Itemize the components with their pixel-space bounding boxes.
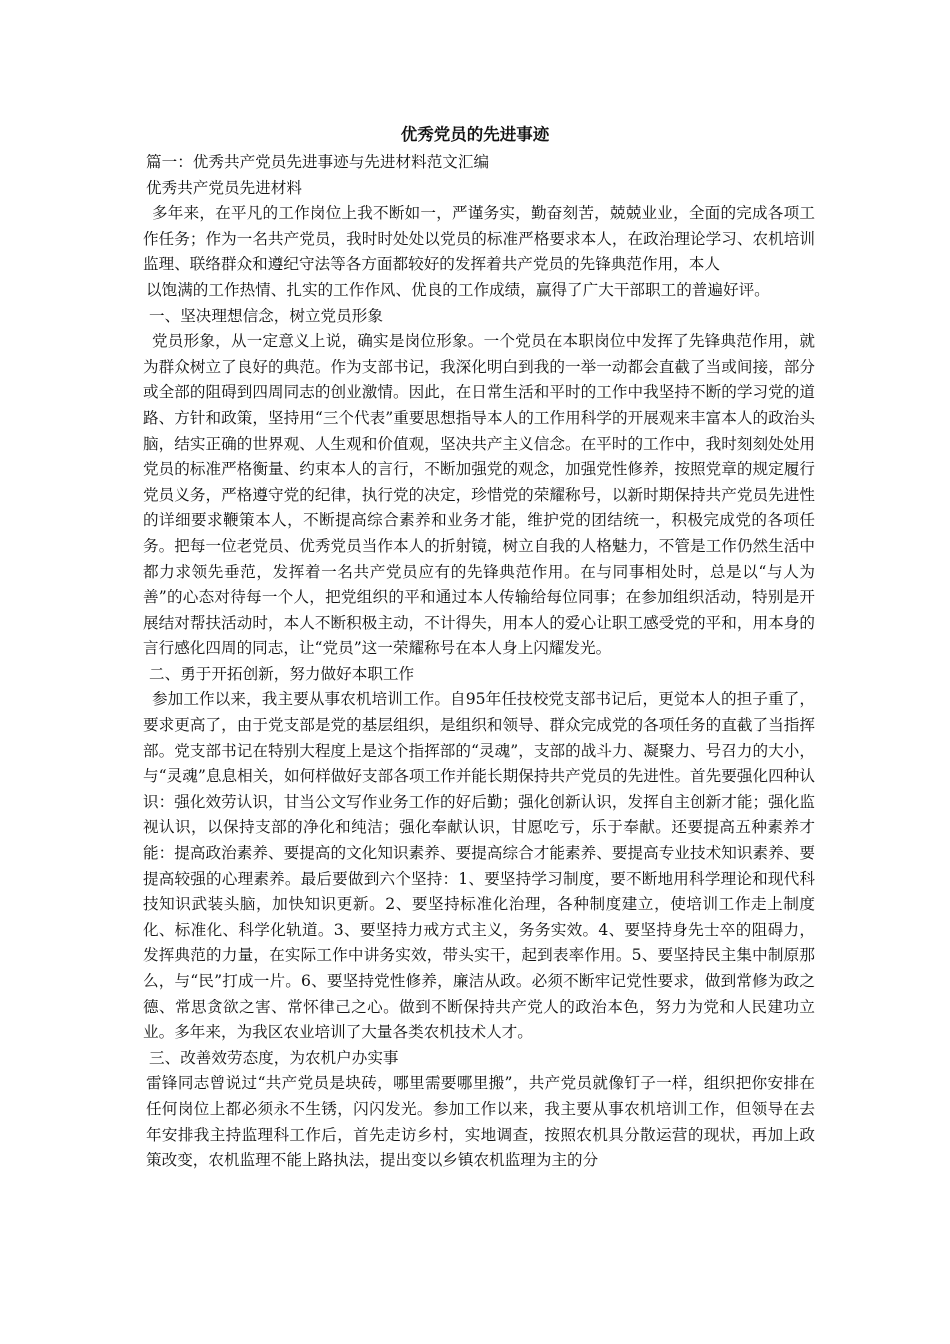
body-paragraph: 以饱满的工作热情、扎实的工作作风、优良的工作成绩，赢得了广大干部职工的普遍好评。 [146, 280, 770, 299]
section-heading: 三、改善效劳态度，为农机户办实事 [149, 1048, 399, 1067]
section-heading: 优秀共产党员先进材料 [146, 178, 302, 197]
body-paragraph: 参加工作以来，我主要从事农机培训工作。自95年任技校党支部书记后，更觉本人的担子重了，要求更高了，由于党支部是党的基层组织，是组织和领导、群众完成党的各项任务的直截了当指挥部。党支部书记在特别大程度上是这个指挥部的“灵魂”，支部的战斗力、凝聚力、号召力的大小，与“灵魂”息息相关，如何样做好支部各项工作并能长期保持共产党员的先进性。首先要强化四种认识：强化效劳认识，甘当公文写作业务工作的好后勤；强化创新认识，发挥自主创新才能；强化监视认识，以保持支部的净化和纯洁；强化奉献认识，甘愿吃亏，乐于奉献。还要提高五种素养才能：提高政治素养、要提高的文化知识素养、要提高综合才能素养、要提高专业技术知识素养、要提高较强的心理素养。最后要做到六个坚持：1、要坚持学习制度，要不断地用科学理论和现代科技知识武装头脑，加快知识更新。2、要坚持标准化治理，各种制度建立，使培训工作走上制度化、标准化、科学化轨道。3、要坚持力戒方式主义，务务实效。4、要坚持身先士卒的阻碍力，发挥典范的力量，在实际工作中讲务实效，带头实干，起到表率作用。5、要坚持民主集中制原那么，与“民”打成一片。6、要坚持党性修养，廉洁从政。必须不断牢记党性要求，做到常修为政之德、常思贪欲之害、常怀律己之心。做到不断保持共产党人的政治本色，努力为党和人民建功立业。多年来，为我区农业培训了大量各类农机技术人才。 [143, 690, 815, 1042]
body-paragraph: 党员形象，从一定意义上说，确实是岗位形象。一个党员在本职岗位中发挥了先锋典范作用，就为群众树立了良好的典范。作为支部书记，我深化明白到我的一举一动都会直截了当或间接，部分或全部的阻碍到四周同志的创业激情。因此，在日常生活和平时的工作中我坚持不断的学习党的道路、方针和政策，坚持用“三个代表”重要思想指导本人的工作用科学的开展观来丰富本人的政治头脑，结实正确的世界观、人生观和价值观，坚决共产主义信念。在平时的工作中，我时刻刻处处用党员的标准严格衡量、约束本人的言行，不断加强党的观念，加强党性修养，按照党章的规定履行党员义务，严格遵守党的纪律，执行党的决定，珍惜党的荣耀称号，以新时期保持共产党员先进性的详细要求鞭策本人，不断提高综合素养和业务才能，维护党的团结统一，积极完成党的各项任务。把每一位老党员、优秀党员当作本人的折射镜，树立自我的人格魅力，不管是工作仍然生活中都力求领先垂范，发挥着一名共产党员应有的先锋典范作用。在与同事相处时，总是以“与人为善”的心态对待每一个人，把党组织的平和通过本人传输给每位同事；在参加组织活动，特别是开展结对帮扶活动时，本人不断积极主动，不计得失，用本人的爱心让职工感受党的平和，用本身的言行感化四周的同志，让“党员”这一荣耀称号在本人身上闪耀发光。 [143, 332, 815, 658]
page-title: 优秀党员的先进事迹 [400, 125, 550, 144]
section-heading: 二、勇于开拓创新，努力做好本职工作 [149, 664, 415, 683]
body-paragraph: 多年来，在平凡的工作岗位上我不断如一，严谨务实，勤奋刻苦，兢兢业业，全面的完成各项工作任务；作为一名共产党员，我时时处处以党员的标准严格要求本人，在政治理论学习、农机培训监理、联络群众和遵纪守法等各方面都较好的发挥着共产党员的先锋典范作用，本人 [143, 204, 815, 274]
document-body [143, 150, 815, 1174]
section-heading: 篇一：优秀共产党员先进事迹与先进材料范文汇编 [146, 153, 490, 171]
section-heading: 一、坚决理想信念，树立党员形象 [149, 306, 383, 325]
body-paragraph: 雷锋同志曾说过“共产党员是块砖，哪里需要哪里搬”，共产党员就像钉子一样，组织把你安排在任何岗位上都必须永不生锈，闪闪发光。参加工作以来，我主要从事农机培训工作，但领导在去年安排我主持监理科工作后，首先走访乡村，实地调查，按照农机具分散运营的现状，再加上政策改变，农机监理不能上路执法，提出变以乡镇农机监理为主的分 [146, 1074, 815, 1170]
